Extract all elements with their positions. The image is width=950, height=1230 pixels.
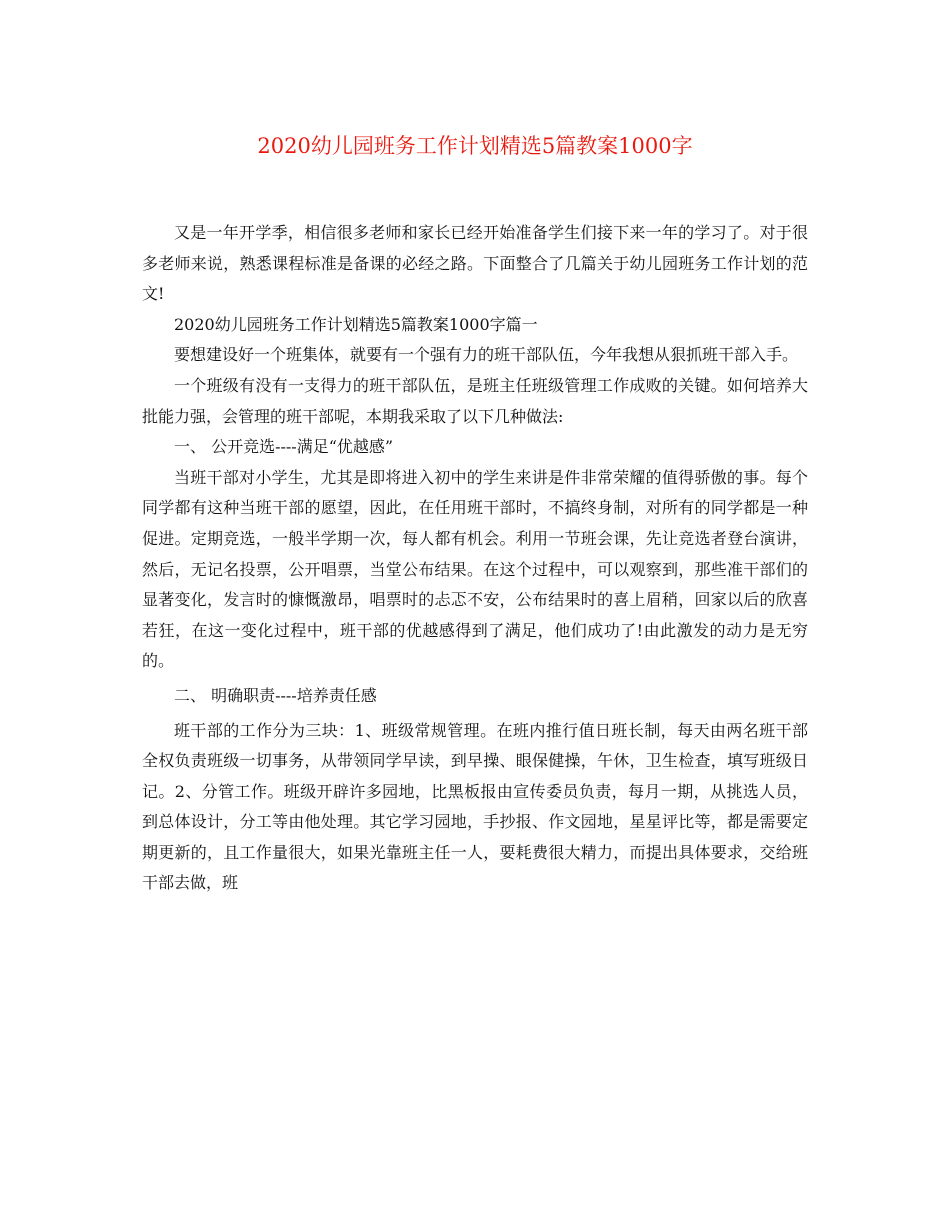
subheading-public-election: 一、 公开竞选----满足“优越感”: [174, 437, 394, 457]
body-paragraph: 班干部的工作分为三块：1、班级常规管理。在班内推行值日班长制，每天由两名班干部全权负责班级一切事务，从带领同学早读，到早操、眼保健操，午休，卫生检查，填写班级日记。2、分管工作。班级开辟许多园地，比黑板报由宣传委员负责，每月一期，从挑选人员，到总体设计，分工等由他处理。其它学习园地，手抄报、作文园地，星星评比等，都是需要定期更新的，且工作量很大，如果光靠班主任一人，要耗费很大精力，而提出具体要求，交给班干部去做，班: [142, 720, 808, 893]
subheading-clear-duties: 二、 明确职责----培养责任感: [174, 685, 377, 705]
section-heading-part-one: 2020幼儿园班务工作计划精选5篇教案1000字篇一: [174, 314, 538, 334]
body-paragraph: 当班干部对小学生，尤其是即将进入初中的学生来讲是件非常荣耀的值得骄傲的事。每个同学都有这种当班干部的愿望，因此，在任用班干部时，不搞终身制，对所有的同学都是一种促进。定期竞选，一般半学期一次，每人都有机会。利用一节班会课，先让竞选者登台演讲，然后，无记名投票，公开唱票，当堂公布结果。在这个过程中，可以观察到，那些准干部们的显著变化，发言时的慷慨激昂，唱票时的忐忑不安，公布结果时的喜上眉稍，回家以后的欣喜若狂，在这一变化过程中，班干部的优越感得到了满足，他们成功了!由此激发的动力是无穷的。: [142, 467, 808, 671]
body-paragraph: 要想建设好一个班集体，就要有一个强有力的班干部队伍，今年我想从狠抓班干部入手。: [174, 345, 799, 365]
document-body: [142, 218, 808, 899]
body-paragraph: 一个班级有没有一支得力的班干部队伍，是班主任班级管理工作成败的关键。如何培养大批能力强，会管理的班干部呢，本期我采取了以下几种做法:: [142, 375, 808, 426]
document-title: 2020幼儿园班务工作计划精选5篇教案1000字: [257, 134, 693, 158]
intro-paragraph: 又是一年开学季，相信很多老师和家长已经开始准备学生们接下来一年的学习了。对于很多老师来说，熟悉课程标准是备课的必经之路。下面整合了几篇关于幼儿园班务工作计划的范文!: [142, 223, 808, 304]
